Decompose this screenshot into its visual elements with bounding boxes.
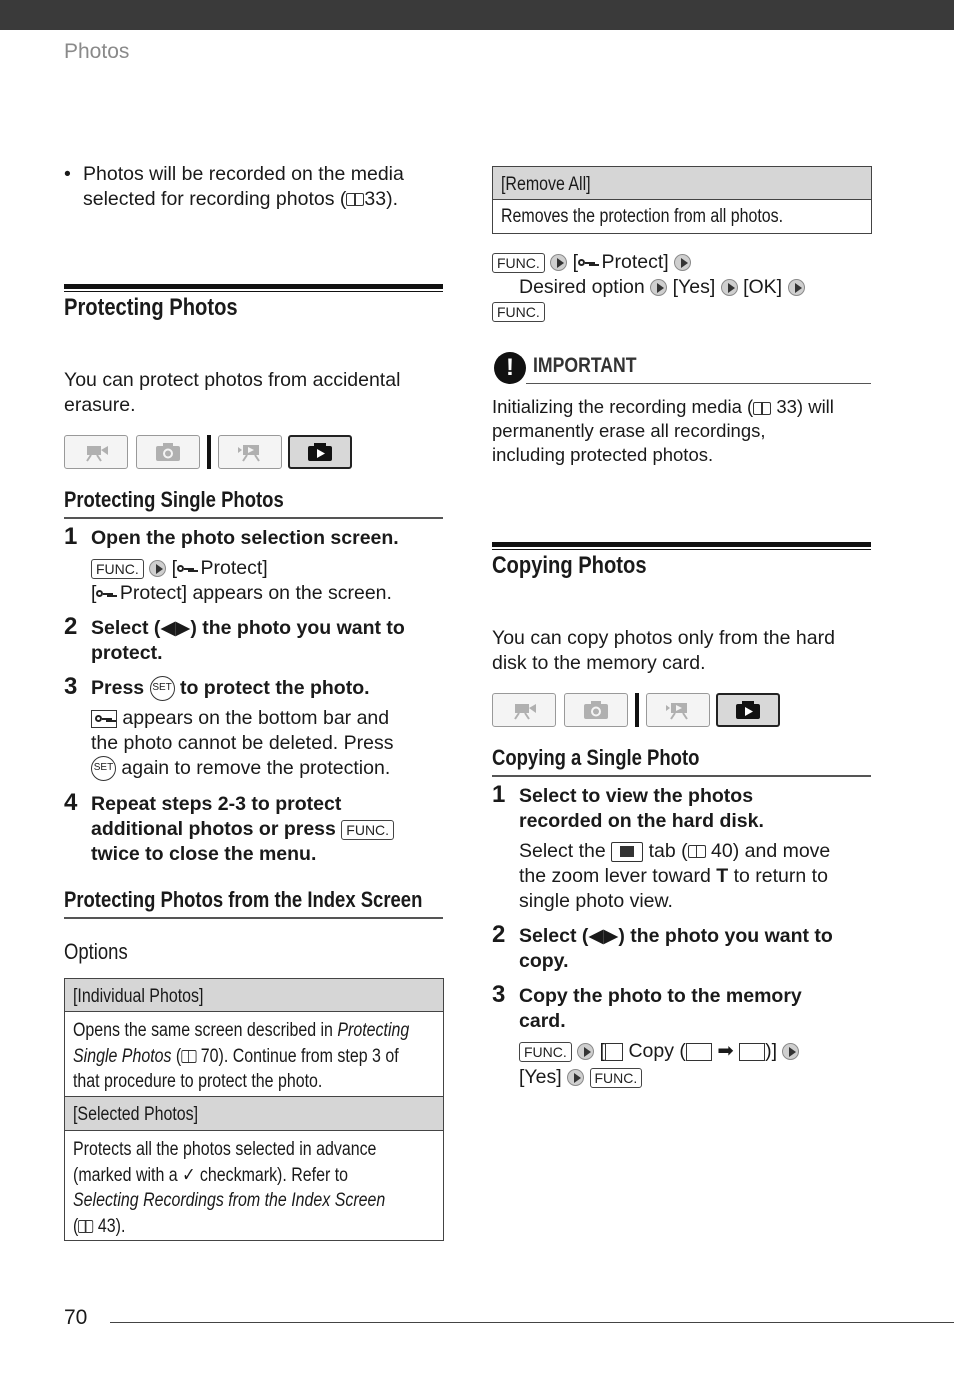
func-sequence bbox=[492, 302, 545, 322]
func-button-icon: FUNC. bbox=[492, 302, 545, 322]
page-number: 70 bbox=[64, 1306, 88, 1329]
section-intro: You can copy photos only from the hard disk to the memory card. bbox=[492, 627, 835, 674]
photo-camera-icon bbox=[136, 435, 200, 469]
section-intro: You can protect photos from accidental erasure. bbox=[64, 369, 401, 416]
bullet-note: • Photos will be recorded on the media selected for recording photos ( 33). bbox=[64, 163, 404, 210]
photo-camera-icon bbox=[564, 693, 628, 727]
protect-key-icon bbox=[578, 258, 596, 268]
step-title: Select (◀▶) the photo you want to copy. bbox=[519, 925, 833, 972]
movie-playback-icon bbox=[218, 435, 282, 469]
option-header: [Remove All] bbox=[492, 166, 872, 200]
copy-icon bbox=[605, 1043, 623, 1061]
section-title: Copying Photos bbox=[492, 552, 647, 579]
mode-separator bbox=[207, 435, 211, 469]
movie-playback-icon bbox=[646, 693, 710, 727]
hdd-icon bbox=[686, 1043, 712, 1061]
book-icon bbox=[346, 193, 364, 206]
telephoto-icon: T bbox=[716, 865, 729, 887]
subsection-title: Protecting Single Photos bbox=[64, 487, 284, 512]
step-number: 3 bbox=[64, 673, 78, 700]
arrow-icon bbox=[577, 1043, 594, 1060]
step-detail: [ Protect] appears on the screen. bbox=[91, 582, 392, 604]
subsection-rule bbox=[64, 517, 443, 519]
arrow-icon bbox=[550, 254, 567, 271]
step-number: 1 bbox=[492, 781, 506, 808]
section-title: Protecting Photos bbox=[64, 294, 238, 321]
top-bar bbox=[0, 0, 954, 30]
step-title: Open the photo selection screen. bbox=[91, 527, 399, 549]
step-number: 2 bbox=[64, 613, 78, 640]
memory-card-icon bbox=[739, 1043, 765, 1061]
step-title: Press SET to protect the photo. bbox=[91, 676, 370, 701]
func-sequence: FUNC. [ Protect] bbox=[492, 250, 691, 275]
remove-all-table bbox=[492, 166, 872, 234]
step-number: 4 bbox=[64, 789, 78, 816]
arrow-icon bbox=[782, 1043, 799, 1060]
mode-icons bbox=[64, 435, 354, 469]
func-button-icon: FUNC. bbox=[519, 1042, 572, 1062]
step-detail: appears on the bottom bar and the photo cannot be deleted. Press SET again to remove the protection. bbox=[91, 706, 393, 781]
arrow-right-icon: ➡ bbox=[717, 1040, 734, 1062]
option-description: Protects all the photos selected in advance (marked with a ✓ checkmark). Refer to Selecting Recordings from the Index Screen ( 43). bbox=[64, 1131, 444, 1241]
step-title: Select (◀▶) the photo you want to protect. bbox=[91, 617, 405, 664]
option-description: Removes the protection from all photos. bbox=[492, 200, 872, 234]
book-icon bbox=[78, 1220, 93, 1233]
book-icon bbox=[753, 402, 771, 415]
section-label: Photos bbox=[64, 40, 130, 63]
func-sequence: Desired option [Yes] [OK] bbox=[519, 275, 805, 300]
arrow-icon bbox=[567, 1069, 584, 1086]
set-button-icon: SET bbox=[91, 756, 116, 781]
subsection-rule bbox=[492, 775, 871, 777]
heading-rule bbox=[64, 284, 443, 289]
photo-playback-icon bbox=[288, 435, 352, 469]
protect-key-icon bbox=[96, 589, 114, 599]
movie-camera-icon bbox=[492, 693, 556, 727]
checkmark-icon: ✓ bbox=[182, 1164, 196, 1186]
important-rule bbox=[526, 383, 871, 384]
step-number: 3 bbox=[492, 981, 506, 1008]
protect-indicator-icon bbox=[91, 710, 117, 728]
func-button-icon: FUNC. bbox=[492, 253, 545, 273]
important-icon: ! bbox=[494, 352, 526, 384]
step-detail: [Yes] FUNC. bbox=[519, 1065, 642, 1090]
func-button-icon: FUNC. bbox=[590, 1068, 643, 1088]
arrow-icon bbox=[788, 279, 805, 296]
subsection-rule bbox=[64, 917, 443, 919]
photo-playback-icon bbox=[716, 693, 780, 727]
arrow-icon bbox=[721, 279, 738, 296]
footer-rule bbox=[110, 1322, 954, 1323]
subsection-title: Copying a Single Photo bbox=[492, 745, 700, 770]
step-detail: FUNC. [ Copy ( ➡ )] bbox=[519, 1039, 799, 1064]
option-header: [Selected Photos] bbox=[64, 1097, 444, 1131]
set-button-icon: SET bbox=[150, 676, 175, 701]
heading-rule bbox=[492, 549, 871, 550]
options-table bbox=[64, 978, 444, 1241]
option-description: Opens the same screen described in Protecting Single Photos ( 70). Continue from step 3 of that procedure to protect the photo. bbox=[64, 1012, 444, 1097]
book-icon bbox=[181, 1050, 196, 1063]
func-button-icon: FUNC. bbox=[91, 559, 144, 579]
protect-key-icon bbox=[177, 564, 195, 574]
func-button-icon: FUNC. bbox=[341, 820, 394, 840]
step-detail: FUNC. [ Protect] bbox=[91, 556, 268, 581]
step-title: Repeat steps 2-3 to protect additional photos or press FUNC. twice to close the menu. bbox=[91, 792, 394, 867]
step-number: 1 bbox=[64, 523, 78, 550]
step-title: Copy the photo to the memory card. bbox=[519, 985, 802, 1032]
step-detail: Select the tab ( 40) and move the zoom lever toward T to return to single photo view. bbox=[519, 840, 831, 912]
step-number: 2 bbox=[492, 921, 506, 948]
arrow-icon bbox=[650, 279, 667, 296]
heading-rule bbox=[492, 542, 871, 547]
important-text: Initializing the recording media ( 33) will permanently erase all recordings, including protected photos. bbox=[492, 396, 834, 465]
options-label: Options bbox=[64, 939, 128, 964]
mode-separator bbox=[635, 693, 639, 727]
book-icon bbox=[688, 845, 706, 858]
hdd-tab-icon bbox=[611, 842, 643, 862]
heading-rule bbox=[64, 291, 443, 292]
subsection-title: Protecting Photos from the Index Screen bbox=[64, 887, 423, 912]
arrow-icon bbox=[149, 560, 166, 577]
mode-icons bbox=[492, 693, 782, 727]
option-header: [Individual Photos] bbox=[64, 978, 444, 1012]
important-label: IMPORTANT bbox=[533, 354, 637, 377]
arrow-icon bbox=[674, 254, 691, 271]
step-title: Select to view the photos recorded on the hard disk. bbox=[519, 785, 764, 832]
movie-camera-icon bbox=[64, 435, 128, 469]
